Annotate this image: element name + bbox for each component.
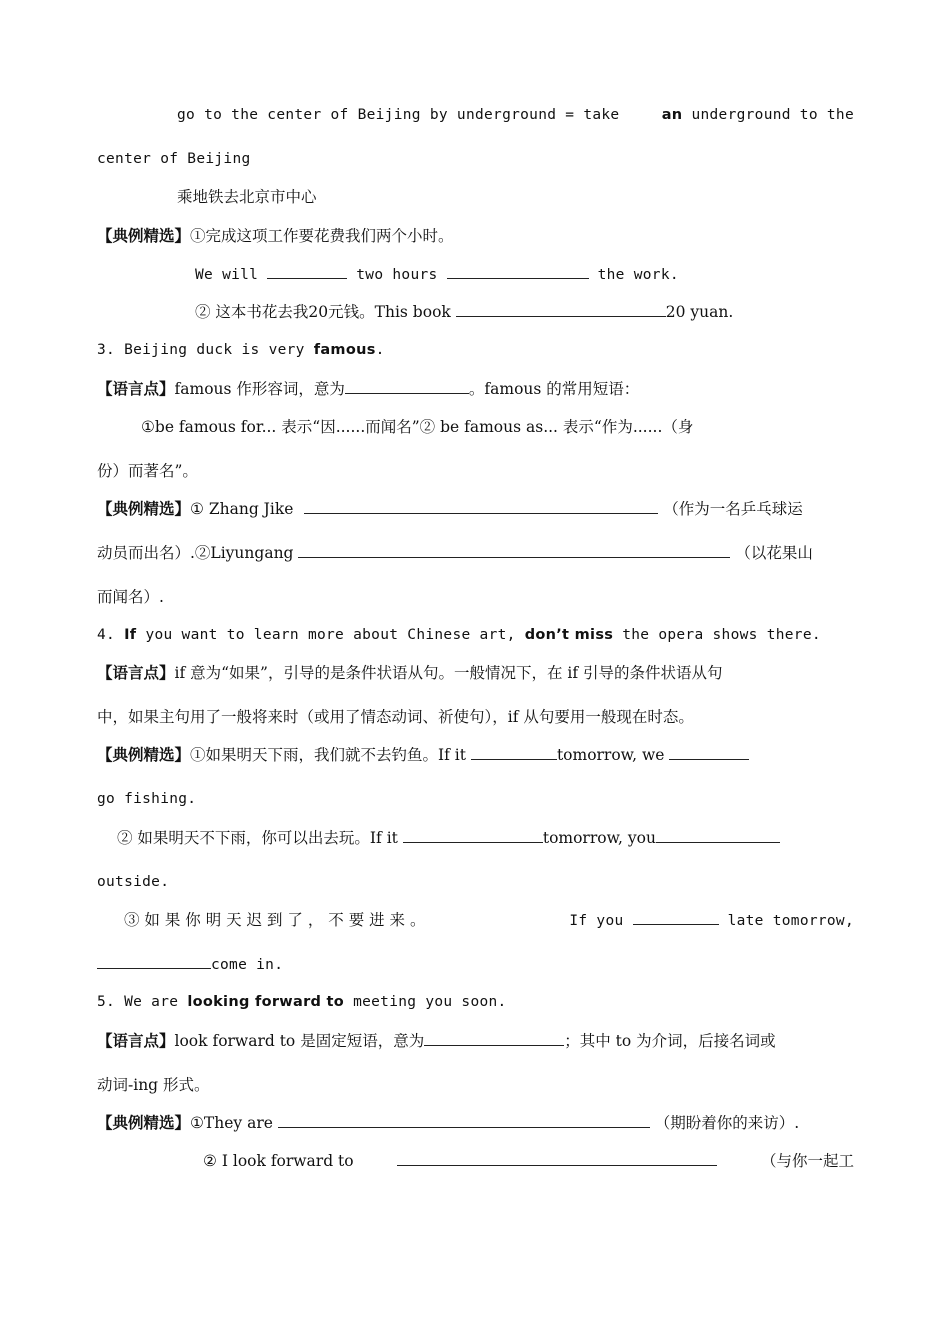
answer-blank[interactable] — [424, 1031, 564, 1046]
sentence-text: 5. We are — [97, 994, 179, 1010]
example-text: 而闻名）. — [97, 588, 164, 606]
phrase-translation: 乘地铁去北京市中心 — [177, 188, 317, 206]
language-text: famous 作形容词，意为 — [174, 380, 345, 398]
example-text: ② I look forward to — [203, 1152, 354, 1170]
answer-blank[interactable] — [633, 910, 719, 925]
sentence-text: the opera shows there. — [622, 627, 821, 643]
phrase-emphasis: an — [661, 107, 683, 123]
language-text: look forward to 是固定短语，意为 — [174, 1032, 425, 1050]
example-text: （以花果山 — [735, 544, 813, 562]
language-text: if 意为“如果”，引导的是条件状语从句。一般情况下，在 if 引导的条件状语从句 — [174, 664, 723, 682]
example-text: ①They are — [190, 1114, 273, 1132]
example-text: go fishing. — [97, 791, 197, 807]
exercise-text: two hours — [356, 267, 438, 283]
example-text: ①完成这项工作要花费我们两个小时。 — [190, 227, 454, 245]
keyword: famous — [313, 342, 376, 358]
answer-blank[interactable] — [304, 499, 658, 514]
example-text: ③ 如 果 你 明 天 迟 到 了 ， 不 要 进 来 。 — [124, 911, 426, 929]
phrase-text-end: underground to the — [691, 107, 854, 123]
example-heading — [97, 226, 854, 246]
exercise-text: ② 这本书花去我20元钱。This book — [195, 303, 451, 321]
answer-blank[interactable] — [456, 302, 666, 317]
phrase-line-2: center of Beijing — [97, 151, 251, 167]
keyword: looking forward to — [187, 994, 345, 1010]
example-line — [124, 910, 854, 931]
sentence-text: . — [375, 342, 385, 358]
language-text: ；其中 to 为介词，后接名词或 — [564, 1032, 776, 1050]
answer-blank[interactable] — [669, 745, 749, 760]
example-label: 【典例精选】 — [97, 1114, 191, 1132]
phrase-text: go to the center of Beijing by underground = take — [177, 107, 620, 123]
exercise-text: We will — [195, 267, 259, 283]
example-line — [203, 1151, 854, 1171]
answer-blank[interactable] — [278, 1113, 650, 1128]
language-text: ①be famous for... 表示“因......而闻名”② be famous as... 表示“作为......（身 — [141, 418, 694, 436]
language-text: 动词-ing 形式。 — [97, 1076, 210, 1094]
example-text: late tomorrow, — [727, 913, 854, 929]
example-text: （与你一起工 — [760, 1152, 854, 1170]
section-3-sentence — [97, 340, 854, 360]
language-text: 中，如果主句用了一般将来时（或用了情态动词、祈使句），if 从句要用一般现在时态。 — [97, 708, 694, 726]
example-text: （作为一名乒乓球运 — [663, 500, 803, 518]
answer-blank[interactable] — [397, 1151, 717, 1166]
example-line — [97, 954, 854, 975]
language-text: 。famous 的常用短语： — [468, 380, 640, 398]
sentence-text: meeting you soon. — [353, 994, 507, 1010]
answer-blank[interactable] — [471, 745, 557, 760]
example-line — [97, 543, 854, 563]
example-text: ② 如果明天不下雨，你可以出去玩。If it — [117, 829, 398, 847]
example-text: （期盼着你的来访）. — [654, 1114, 800, 1132]
section-5-sentence — [97, 992, 854, 1012]
sentence-text: 4. — [97, 627, 116, 643]
language-text: 份）而著名”。 — [97, 462, 198, 480]
answer-blank[interactable] — [267, 264, 347, 279]
example-text: come in. — [211, 957, 284, 973]
answer-blank[interactable] — [97, 954, 211, 969]
answer-blank[interactable] — [403, 828, 543, 843]
example-text: 动员而出名）.②Liyungang — [97, 544, 294, 562]
example-text: outside. — [97, 874, 170, 890]
keyword: If — [124, 627, 137, 643]
example-label: 【典例精选】 — [97, 500, 191, 518]
answer-blank[interactable] — [656, 828, 780, 843]
answer-blank[interactable] — [298, 543, 730, 558]
example-label: 【典例精选】 — [97, 227, 191, 245]
example-label: 【典例精选】 — [97, 746, 191, 764]
language-point — [97, 663, 854, 683]
example-text: tomorrow, you — [542, 829, 656, 847]
example-text: ① Zhang Jike — [190, 500, 294, 518]
example-text: ①如果明天下雨，我们就不去钓鱼。If it — [190, 746, 466, 764]
example-text: tomorrow, we — [556, 746, 665, 764]
example-heading — [97, 1113, 854, 1133]
sentence-text: you want to learn more about Chinese art, — [145, 627, 516, 643]
language-point — [97, 379, 854, 399]
sentence-text: 3. Beijing duck is very — [97, 342, 305, 358]
exercise-line — [195, 302, 950, 322]
example-line — [117, 828, 874, 848]
keyword: don’t miss — [524, 627, 614, 643]
exercise-text: the work. — [597, 267, 679, 283]
answer-blank[interactable] — [447, 264, 589, 279]
language-label: 【语言点】 — [97, 664, 175, 682]
language-label: 【语言点】 — [97, 380, 175, 398]
language-label: 【语言点】 — [97, 1032, 175, 1050]
example-heading — [97, 745, 854, 765]
exercise-line — [195, 264, 950, 285]
section-4-sentence — [97, 625, 854, 645]
answer-blank[interactable] — [345, 379, 469, 394]
phrase-line — [177, 105, 854, 125]
example-heading — [97, 499, 854, 519]
exercise-text: 20 yuan. — [665, 303, 734, 321]
language-point — [97, 1031, 854, 1051]
example-text: If you — [569, 913, 624, 929]
